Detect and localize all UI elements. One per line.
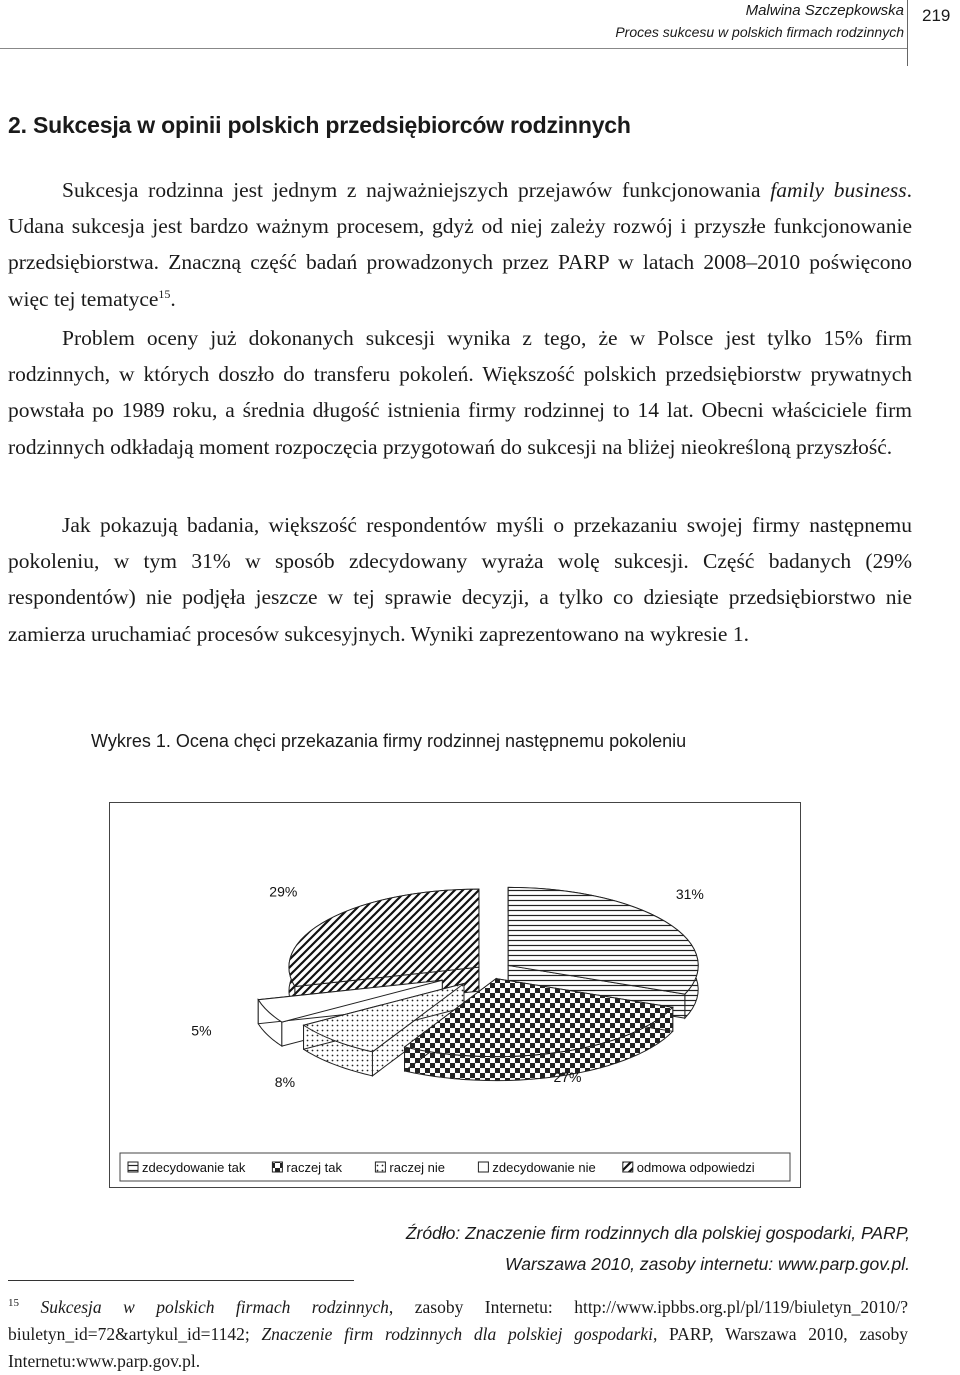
p3-text: Jak pokazują badania, większość respondentów myśli o przekazaniu swojej firmy następnemu pokoleniu, w tym 31% w sposób zdecydowany wyraża wolę sukcesji. Część badanych (29% respondentów) nie podjęła jeszcze w tej sprawie decyzji, a tylko co dziesiąte przedsiębiorstwo nie zamierza uruchamiać procesów sukcesyjnych. Wyniki zaprezentowano na wykresie 1. — [8, 513, 912, 646]
legend-swatch — [128, 1162, 138, 1172]
footnote-text-1: , zasoby Internetu: http://www.ipbbs.org.pl/pl/119/biuletyn_2010/?biuletyn_id=72&artykul_id=1142; — [8, 1297, 908, 1344]
legend-swatch — [623, 1162, 633, 1172]
footnote-title-2: Znaczenie firm rodzinnych dla polskiej gospodarki — [261, 1324, 653, 1344]
legend — [120, 1153, 790, 1181]
header-author: Malwina Szczepkowska — [745, 2, 904, 19]
header-title: Proces sukcesu w polskich firmach rodzinnych — [615, 24, 904, 40]
legend-label: odmowa odpowiedzi — [636, 1160, 755, 1175]
p1-emphasis: family business — [770, 178, 907, 202]
p1-text-a: Sukcesja rodzinna jest jednym z najważniejszych przejawów funkcjonowania — [62, 178, 771, 202]
running-header — [0, 0, 960, 70]
header-divider — [907, 0, 908, 66]
legend-swatch — [272, 1162, 282, 1172]
figure-source — [210, 1218, 910, 1280]
section-heading: 2. Sukcesja w opinii polskich przedsiębiorców rodzinnych — [8, 112, 631, 138]
p1-text-b: . Udana sukcesja jest bardzo ważnym procesem, gdyż od niej zależy rozwój i przyszłe funkcjonowanie przedsiębiorstwa. Znaczną część badań prowadzonych przez PARP w latach 2008–2010 poświęcono więc tej tematyce — [8, 178, 912, 311]
source-line-1: Źródło: Znaczenie firm rodzinnych dla polskiej gospodarki, PARP, — [405, 1223, 910, 1243]
legend-swatch — [478, 1162, 488, 1172]
slice-label: 31% — [675, 885, 704, 902]
footnote-text-2: , PARP, Warszawa 2010, zasoby Internetu:www.parp.gov.pl. — [8, 1324, 908, 1371]
paragraph-2 — [8, 320, 912, 465]
footnote-title-1: Sukcesja w polskich firmach rodzinnych — [40, 1297, 389, 1317]
pie-layer — [258, 887, 698, 1080]
p1-text-c: . — [170, 286, 176, 311]
legend-swatch — [375, 1162, 385, 1172]
footnote-number: 15 — [8, 1297, 19, 1310]
figure-caption: Wykres 1. Ocena chęci przekazania firmy rodzinnej następnemu pokoleniu — [91, 731, 687, 751]
header-rule — [0, 48, 907, 49]
legend-label: zdecydowanie tak — [142, 1160, 246, 1175]
page-number: 219 — [922, 6, 951, 25]
slice-label: 8% — [274, 1074, 296, 1091]
slice-label: 27% — [553, 1069, 582, 1086]
slice-label: 29% — [269, 883, 298, 900]
p2-text: Problem oceny już dokonanych sukcesji wynika z tego, że w Polsce jest tylko 15% firm rodzinnych, w których doszło do transferu pokoleń. Większość polskich przedsiębiorstw prywatnych powstała po 1989 roku, a średnia długość istnienia firmy rodzinnej to 14 lat. Obecni właściciele firm rodzinnych odkładają moment rozpoczęcia przygotowań do sukcesji na bliżej nieokreśloną przyszłość. — [8, 326, 912, 459]
footnote-ref[interactable]: 15 — [158, 286, 171, 301]
paragraph-1 — [8, 172, 912, 317]
legend-label: raczej tak — [286, 1160, 343, 1175]
footnote-rule — [8, 1280, 354, 1281]
slice-label: 5% — [191, 1022, 212, 1039]
legend-label: zdecydowanie nie — [492, 1160, 596, 1175]
source-line-2: Warszawa 2010, zasoby internetu: www.parp.gov.pl. — [505, 1254, 910, 1274]
legend-label: raczej nie — [389, 1160, 446, 1175]
chart-frame — [109, 802, 801, 1188]
pie-chart — [110, 803, 800, 1187]
footnote-15 — [8, 1294, 908, 1375]
paragraph-3 — [8, 507, 912, 652]
